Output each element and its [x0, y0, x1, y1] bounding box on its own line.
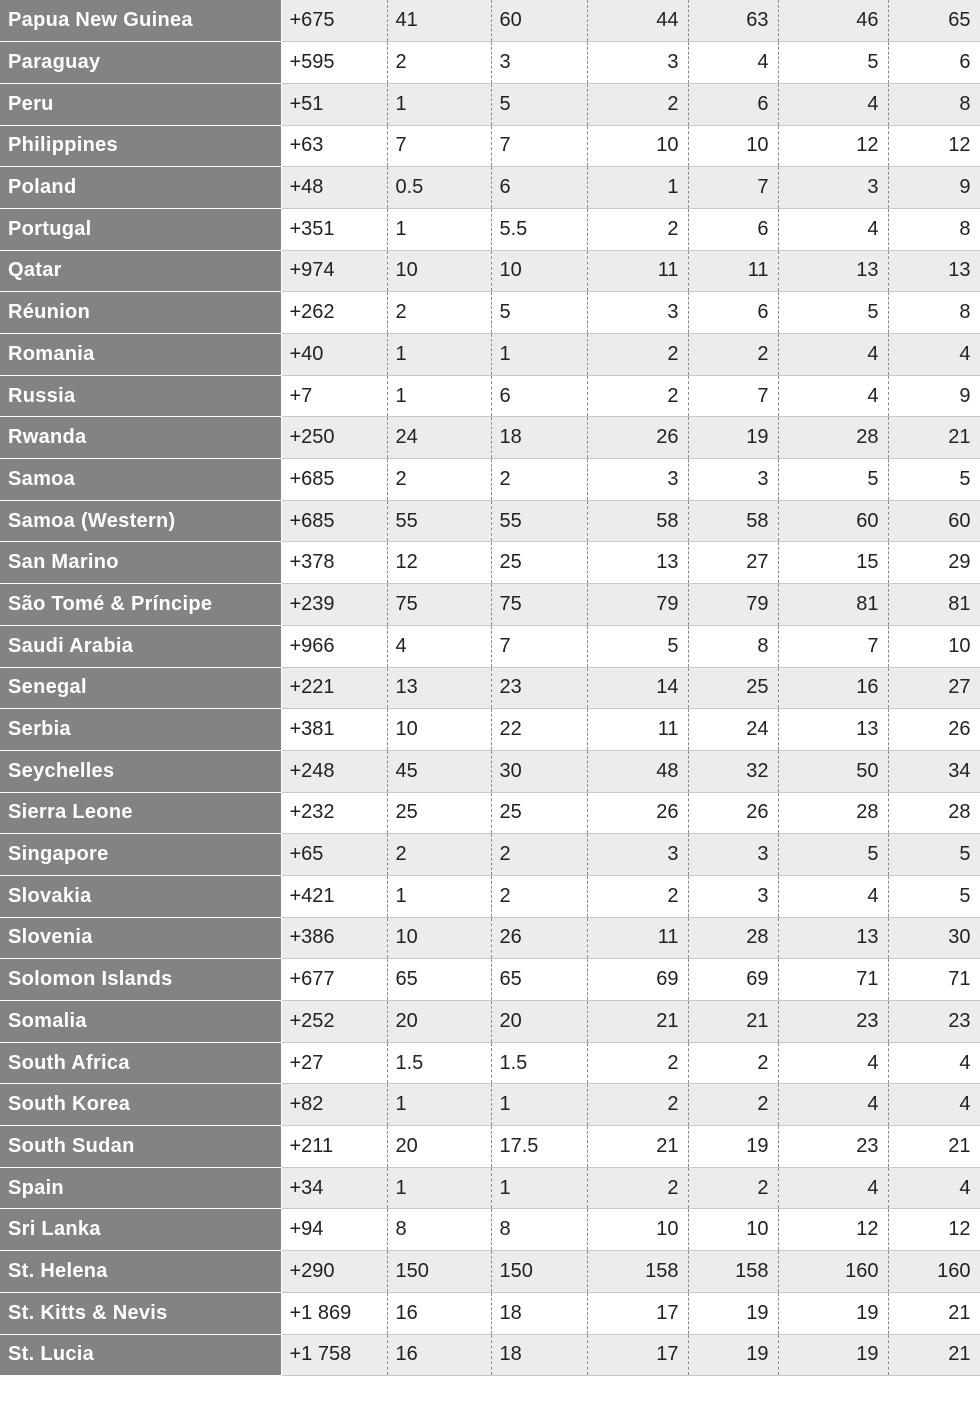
rate-cell-5: 13: [778, 250, 888, 292]
country-name-cell: Poland: [0, 167, 281, 209]
country-name-cell: Qatar: [0, 250, 281, 292]
dial-code-cell: +1 869: [281, 1292, 387, 1334]
rate-cell-2: 8: [491, 1209, 587, 1251]
country-name-cell: South Africa: [0, 1042, 281, 1084]
rate-cell-1: 10: [387, 250, 491, 292]
table-row: [0, 167, 980, 209]
rate-cell-4: 19: [688, 417, 778, 459]
dial-code-cell: +1 758: [281, 1334, 387, 1376]
rate-cell-3: 2: [587, 1084, 688, 1126]
dial-code-cell: +51: [281, 83, 387, 125]
country-name-cell: Sri Lanka: [0, 1209, 281, 1251]
table-row: [0, 125, 980, 167]
table-row: [0, 42, 980, 84]
rate-cell-1: 12: [387, 542, 491, 584]
rate-cell-5: 23: [778, 1126, 888, 1168]
rate-cell-5: 13: [778, 917, 888, 959]
rate-cell-5: 15: [778, 542, 888, 584]
rate-cell-6: 21: [888, 1126, 980, 1168]
dial-code-cell: +966: [281, 625, 387, 667]
rate-cell-4: 10: [688, 125, 778, 167]
rate-cell-2: 18: [491, 1334, 587, 1376]
country-name-cell: St. Lucia: [0, 1334, 281, 1376]
rate-cell-4: 28: [688, 917, 778, 959]
table-row: [0, 1209, 980, 1251]
table-row: [0, 709, 980, 751]
table-row: [0, 500, 980, 542]
dial-code-cell: +27: [281, 1042, 387, 1084]
rate-cell-2: 10: [491, 250, 587, 292]
rate-cell-4: 7: [688, 167, 778, 209]
rate-cell-4: 4: [688, 42, 778, 84]
table-row: [0, 1167, 980, 1209]
rate-cell-1: 8: [387, 1209, 491, 1251]
rate-cell-1: 1: [387, 1167, 491, 1209]
table-row: [0, 417, 980, 459]
rate-cell-6: 71: [888, 959, 980, 1001]
table-row: [0, 750, 980, 792]
rate-cell-6: 6: [888, 42, 980, 84]
rate-cell-2: 5.5: [491, 208, 587, 250]
rate-cell-2: 1: [491, 1167, 587, 1209]
rate-cell-1: 24: [387, 417, 491, 459]
rate-cell-4: 21: [688, 1001, 778, 1043]
rate-cell-4: 19: [688, 1334, 778, 1376]
rate-cell-5: 12: [778, 125, 888, 167]
rate-cell-6: 13: [888, 250, 980, 292]
rate-cell-2: 7: [491, 125, 587, 167]
rate-cell-1: 13: [387, 667, 491, 709]
rate-cell-6: 26: [888, 709, 980, 751]
table-row: [0, 250, 980, 292]
rate-cell-5: 160: [778, 1251, 888, 1293]
country-name-cell: Peru: [0, 83, 281, 125]
rate-cell-4: 2: [688, 1042, 778, 1084]
dial-code-cell: +252: [281, 1001, 387, 1043]
dial-code-cell: +48: [281, 167, 387, 209]
rate-cell-2: 1.5: [491, 1042, 587, 1084]
rate-cell-2: 2: [491, 875, 587, 917]
rate-cell-3: 10: [587, 1209, 688, 1251]
dial-code-cell: +40: [281, 334, 387, 376]
rate-cell-2: 20: [491, 1001, 587, 1043]
country-name-cell: Solomon Islands: [0, 959, 281, 1001]
rate-cell-4: 27: [688, 542, 778, 584]
dial-code-cell: +685: [281, 459, 387, 501]
rate-cell-4: 2: [688, 1084, 778, 1126]
rate-cell-6: 10: [888, 625, 980, 667]
country-name-cell: Serbia: [0, 709, 281, 751]
rate-cell-2: 65: [491, 959, 587, 1001]
dial-code-cell: +65: [281, 834, 387, 876]
rate-cell-4: 19: [688, 1292, 778, 1334]
rate-cell-6: 8: [888, 208, 980, 250]
country-name-cell: Romania: [0, 334, 281, 376]
rate-cell-2: 17.5: [491, 1126, 587, 1168]
rate-cell-1: 4: [387, 625, 491, 667]
rate-cell-5: 5: [778, 834, 888, 876]
rate-cell-1: 1.5: [387, 1042, 491, 1084]
rate-cell-5: 4: [778, 334, 888, 376]
rate-cell-1: 65: [387, 959, 491, 1001]
rate-cell-6: 12: [888, 125, 980, 167]
dial-code-cell: +351: [281, 208, 387, 250]
country-name-cell: South Korea: [0, 1084, 281, 1126]
rate-cell-2: 22: [491, 709, 587, 751]
rate-cell-1: 55: [387, 500, 491, 542]
rate-cell-3: 17: [587, 1334, 688, 1376]
rate-cell-4: 10: [688, 1209, 778, 1251]
country-name-cell: Russia: [0, 375, 281, 417]
rate-cell-1: 0.5: [387, 167, 491, 209]
rate-cell-5: 46: [778, 0, 888, 42]
rate-cell-1: 1: [387, 1084, 491, 1126]
rate-cell-4: 7: [688, 375, 778, 417]
dial-code-cell: +239: [281, 584, 387, 626]
rate-cell-2: 30: [491, 750, 587, 792]
rate-cell-3: 2: [587, 208, 688, 250]
rate-cell-2: 6: [491, 375, 587, 417]
rate-cell-2: 55: [491, 500, 587, 542]
rate-cell-1: 2: [387, 42, 491, 84]
country-name-cell: South Sudan: [0, 1126, 281, 1168]
table-row: [0, 83, 980, 125]
rate-cell-1: 16: [387, 1334, 491, 1376]
rate-cell-4: 25: [688, 667, 778, 709]
rate-cell-4: 32: [688, 750, 778, 792]
table-row: [0, 1001, 980, 1043]
rate-cell-1: 2: [387, 292, 491, 334]
rate-cell-5: 19: [778, 1334, 888, 1376]
rate-cell-3: 14: [587, 667, 688, 709]
rate-cell-1: 10: [387, 709, 491, 751]
rate-cell-1: 2: [387, 459, 491, 501]
country-name-cell: Senegal: [0, 667, 281, 709]
rate-cell-6: 160: [888, 1251, 980, 1293]
rate-cell-6: 21: [888, 417, 980, 459]
rate-cell-2: 150: [491, 1251, 587, 1293]
rate-cell-3: 2: [587, 1167, 688, 1209]
rate-cell-2: 75: [491, 584, 587, 626]
dial-code-cell: +595: [281, 42, 387, 84]
rate-cell-5: 23: [778, 1001, 888, 1043]
rate-cell-5: 28: [778, 792, 888, 834]
rate-cell-6: 4: [888, 1042, 980, 1084]
rate-cell-4: 19: [688, 1126, 778, 1168]
rate-cell-6: 21: [888, 1292, 980, 1334]
rate-cell-1: 20: [387, 1126, 491, 1168]
rate-cell-5: 28: [778, 417, 888, 459]
country-name-cell: San Marino: [0, 542, 281, 584]
rate-cell-4: 63: [688, 0, 778, 42]
rate-cell-3: 2: [587, 375, 688, 417]
rate-cell-6: 60: [888, 500, 980, 542]
rate-cell-5: 16: [778, 667, 888, 709]
rate-cell-3: 21: [587, 1126, 688, 1168]
country-name-cell: Somalia: [0, 1001, 281, 1043]
rate-cell-5: 4: [778, 1042, 888, 1084]
rate-cell-2: 1: [491, 334, 587, 376]
rate-cell-3: 5: [587, 625, 688, 667]
table-row: [0, 0, 980, 42]
rate-cell-5: 71: [778, 959, 888, 1001]
rate-cell-6: 29: [888, 542, 980, 584]
rate-cell-3: 3: [587, 42, 688, 84]
rate-cell-6: 81: [888, 584, 980, 626]
dial-code-cell: +232: [281, 792, 387, 834]
country-name-cell: Slovakia: [0, 875, 281, 917]
country-name-cell: Samoa (Western): [0, 500, 281, 542]
rate-cell-5: 60: [778, 500, 888, 542]
rate-cell-3: 21: [587, 1001, 688, 1043]
rate-cell-3: 58: [587, 500, 688, 542]
rate-cell-5: 4: [778, 375, 888, 417]
rate-cell-4: 69: [688, 959, 778, 1001]
rate-cell-3: 158: [587, 1251, 688, 1293]
rate-cell-2: 5: [491, 292, 587, 334]
dial-code-cell: +675: [281, 0, 387, 42]
dial-code-cell: +386: [281, 917, 387, 959]
rate-cell-2: 2: [491, 834, 587, 876]
rate-cell-5: 13: [778, 709, 888, 751]
country-name-cell: São Tomé & Príncipe: [0, 584, 281, 626]
rate-cell-6: 27: [888, 667, 980, 709]
country-name-cell: Portugal: [0, 208, 281, 250]
table-row: [0, 834, 980, 876]
country-name-cell: Seychelles: [0, 750, 281, 792]
table-row: [0, 667, 980, 709]
rate-cell-5: 50: [778, 750, 888, 792]
country-name-cell: Philippines: [0, 125, 281, 167]
rate-cell-2: 2: [491, 459, 587, 501]
dial-code-cell: +685: [281, 500, 387, 542]
rate-cell-5: 12: [778, 1209, 888, 1251]
table-row: [0, 542, 980, 584]
dial-code-cell: +94: [281, 1209, 387, 1251]
rate-cell-6: 5: [888, 459, 980, 501]
dial-code-cell: +677: [281, 959, 387, 1001]
rate-cell-6: 12: [888, 1209, 980, 1251]
dial-code-cell: +34: [281, 1167, 387, 1209]
rate-cell-3: 26: [587, 792, 688, 834]
rate-cell-2: 18: [491, 417, 587, 459]
rate-cell-6: 5: [888, 834, 980, 876]
rate-cell-4: 24: [688, 709, 778, 751]
rate-cell-4: 8: [688, 625, 778, 667]
rate-cell-6: 34: [888, 750, 980, 792]
dial-code-cell: +290: [281, 1251, 387, 1293]
rate-cell-4: 11: [688, 250, 778, 292]
rate-cell-5: 7: [778, 625, 888, 667]
rate-cell-2: 7: [491, 625, 587, 667]
rate-cell-6: 8: [888, 83, 980, 125]
rate-cell-3: 26: [587, 417, 688, 459]
country-name-cell: Paraguay: [0, 42, 281, 84]
dial-code-cell: +378: [281, 542, 387, 584]
rate-cell-1: 1: [387, 208, 491, 250]
rate-cell-2: 26: [491, 917, 587, 959]
rate-cell-2: 25: [491, 542, 587, 584]
rate-cell-5: 5: [778, 42, 888, 84]
rate-cell-5: 4: [778, 208, 888, 250]
dial-code-cell: +7: [281, 375, 387, 417]
dial-code-cell: +211: [281, 1126, 387, 1168]
rate-cell-4: 26: [688, 792, 778, 834]
rate-cell-2: 1: [491, 1084, 587, 1126]
rate-cell-1: 16: [387, 1292, 491, 1334]
rate-cell-1: 45: [387, 750, 491, 792]
rate-cell-4: 6: [688, 208, 778, 250]
table-row: [0, 875, 980, 917]
dial-code-cell: +974: [281, 250, 387, 292]
rate-cell-6: 4: [888, 1167, 980, 1209]
rate-cell-3: 2: [587, 1042, 688, 1084]
rate-cell-1: 75: [387, 584, 491, 626]
rate-cell-3: 79: [587, 584, 688, 626]
table-row: [0, 334, 980, 376]
rate-cell-5: 3: [778, 167, 888, 209]
rate-cell-3: 13: [587, 542, 688, 584]
dial-code-cell: +262: [281, 292, 387, 334]
table-row: [0, 917, 980, 959]
table-row: [0, 1042, 980, 1084]
dial-code-cell: +248: [281, 750, 387, 792]
rate-cell-2: 5: [491, 83, 587, 125]
rate-cell-3: 11: [587, 709, 688, 751]
rate-cell-6: 4: [888, 1084, 980, 1126]
rate-cell-3: 17: [587, 1292, 688, 1334]
rate-cell-1: 1: [387, 334, 491, 376]
country-name-cell: Slovenia: [0, 917, 281, 959]
table-row: [0, 459, 980, 501]
table-row: [0, 1251, 980, 1293]
rate-cell-1: 10: [387, 917, 491, 959]
rate-cell-4: 3: [688, 875, 778, 917]
rate-cell-3: 3: [587, 292, 688, 334]
rate-cell-3: 48: [587, 750, 688, 792]
rate-cell-4: 6: [688, 292, 778, 334]
rate-cell-1: 25: [387, 792, 491, 834]
rate-cell-1: 1: [387, 875, 491, 917]
table-row: [0, 792, 980, 834]
rate-cell-3: 2: [587, 875, 688, 917]
country-name-cell: Réunion: [0, 292, 281, 334]
rate-cell-4: 158: [688, 1251, 778, 1293]
rate-cell-3: 2: [587, 83, 688, 125]
rate-cell-3: 3: [587, 459, 688, 501]
rate-cell-6: 65: [888, 0, 980, 42]
rate-cell-4: 2: [688, 1167, 778, 1209]
rate-cell-6: 8: [888, 292, 980, 334]
rate-cell-1: 1: [387, 375, 491, 417]
rate-cell-4: 58: [688, 500, 778, 542]
dial-code-cell: +82: [281, 1084, 387, 1126]
rate-cell-2: 25: [491, 792, 587, 834]
rate-cell-1: 20: [387, 1001, 491, 1043]
rate-cell-5: 4: [778, 83, 888, 125]
rate-cell-6: 23: [888, 1001, 980, 1043]
table-row: [0, 1084, 980, 1126]
rate-cell-1: 2: [387, 834, 491, 876]
table-row: [0, 1334, 980, 1376]
rate-cell-5: 4: [778, 1084, 888, 1126]
rate-cell-1: 150: [387, 1251, 491, 1293]
country-name-cell: Rwanda: [0, 417, 281, 459]
rate-cell-3: 11: [587, 917, 688, 959]
rate-cell-1: 1: [387, 83, 491, 125]
table-row: [0, 1126, 980, 1168]
rate-cell-5: 4: [778, 875, 888, 917]
rate-cell-4: 3: [688, 834, 778, 876]
rate-cell-6: 28: [888, 792, 980, 834]
table-row: [0, 959, 980, 1001]
country-name-cell: Singapore: [0, 834, 281, 876]
rate-cell-6: 30: [888, 917, 980, 959]
rate-cell-6: 4: [888, 334, 980, 376]
rate-cell-5: 5: [778, 292, 888, 334]
dial-code-cell: +63: [281, 125, 387, 167]
rate-cell-3: 2: [587, 334, 688, 376]
country-name-cell: Sierra Leone: [0, 792, 281, 834]
rate-cell-3: 69: [587, 959, 688, 1001]
rate-cell-3: 11: [587, 250, 688, 292]
dial-code-cell: +421: [281, 875, 387, 917]
rate-cell-2: 60: [491, 0, 587, 42]
table-row: [0, 584, 980, 626]
rate-cell-2: 3: [491, 42, 587, 84]
rate-cell-5: 5: [778, 459, 888, 501]
country-name-cell: Spain: [0, 1167, 281, 1209]
country-name-cell: St. Helena: [0, 1251, 281, 1293]
rate-cell-3: 44: [587, 0, 688, 42]
rate-cell-5: 4: [778, 1167, 888, 1209]
dial-code-cell: +221: [281, 667, 387, 709]
rate-cell-1: 7: [387, 125, 491, 167]
table-row: [0, 1292, 980, 1334]
rate-cell-2: 18: [491, 1292, 587, 1334]
country-name-cell: Papua New Guinea: [0, 0, 281, 42]
rate-cell-6: 21: [888, 1334, 980, 1376]
dial-code-cell: +250: [281, 417, 387, 459]
rate-cell-2: 6: [491, 167, 587, 209]
country-name-cell: Saudi Arabia: [0, 625, 281, 667]
table-row: [0, 625, 980, 667]
rate-cell-3: 3: [587, 834, 688, 876]
rate-cell-4: 3: [688, 459, 778, 501]
rate-cell-2: 23: [491, 667, 587, 709]
country-name-cell: Samoa: [0, 459, 281, 501]
table-row: [0, 208, 980, 250]
rate-cell-5: 19: [778, 1292, 888, 1334]
rate-cell-1: 41: [387, 0, 491, 42]
rate-cell-6: 9: [888, 375, 980, 417]
rate-cell-4: 79: [688, 584, 778, 626]
rate-cell-4: 6: [688, 83, 778, 125]
rate-cell-6: 9: [888, 167, 980, 209]
country-name-cell: St. Kitts & Nevis: [0, 1292, 281, 1334]
rate-cell-3: 1: [587, 167, 688, 209]
table-row: [0, 292, 980, 334]
rate-cell-3: 10: [587, 125, 688, 167]
table-row: [0, 375, 980, 417]
rate-cell-4: 2: [688, 334, 778, 376]
rate-cell-6: 5: [888, 875, 980, 917]
rate-cell-5: 81: [778, 584, 888, 626]
dial-code-cell: +381: [281, 709, 387, 751]
